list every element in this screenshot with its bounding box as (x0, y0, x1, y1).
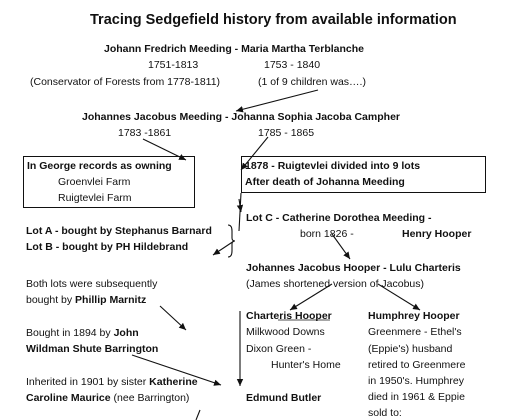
charteris-line3: Dixon Green - (246, 343, 312, 355)
marnitz-line2: bought by Phillip Marnitz (26, 294, 147, 306)
gen1-note-left: (Conservator of Forests from 1778-1811) (30, 76, 221, 88)
humphrey-line4: retired to Greenmere (368, 359, 466, 371)
gen1-dates-left: 1751-1813 (148, 59, 199, 71)
humphrey-line3: (Eppie's) husband (368, 343, 453, 355)
lot-a: Lot A - bought by Stephanus Barnard (26, 225, 212, 237)
gen1-couple: Johann Fredrich Meeding - Maria Martha Terblanche (104, 43, 365, 55)
barrington-line2: Wildman Shute Barrington (26, 343, 159, 355)
gen1-dates-right: 1753 - 1840 (264, 59, 321, 71)
humphrey-line7: sold to: (368, 407, 402, 419)
lot-c-born: born 1826 - (300, 228, 354, 240)
hooper-couple-note: (James shortened version of Jacobus) (246, 278, 425, 290)
gen1-note-right: (1 of 9 children was….) (258, 76, 366, 88)
page-title: Tracing Sedgefield history from available information (90, 12, 457, 28)
humphrey-line2: Greenmere - Ethel's (368, 326, 462, 338)
barrington-name-part1: John (113, 327, 139, 339)
george-box-line2: Groenvlei Farm (58, 176, 131, 188)
maurice-name-part1: Katherine (149, 376, 198, 388)
arrow-to-barrington (160, 306, 186, 330)
hooper-couple: Johannes Jacobus Hooper - Lulu Charteris (246, 262, 461, 274)
gen2-dates-left: 1783 -1861 (118, 127, 172, 139)
humphrey-line6: died in 1961 & Eppie (368, 391, 465, 403)
division-box-line2: After death of Johanna Meeding (245, 176, 405, 188)
marnitz-line1: Both lots were subsequently (26, 278, 158, 290)
arrow-brace-to-marnitz (213, 241, 234, 255)
maurice-line1: Inherited in 1901 by sister Katherine (26, 376, 198, 388)
charteris-name: Charteris Hooper (246, 310, 332, 322)
humphrey-line5: in 1950's. Humphrey (368, 375, 464, 387)
george-box-line3: Ruigtevlei Farm (58, 192, 132, 204)
humphrey-name: Humphrey Hooper (368, 310, 460, 322)
lot-b: Lot B - bought by PH Hildebrand (26, 241, 189, 253)
gen2-dates-right: 1785 - 1865 (258, 127, 315, 139)
lot-c: Lot C - Catherine Dorothea Meeding - (246, 212, 432, 224)
charteris-line2: Milkwood Downs (246, 326, 325, 338)
arrow-gen1-to-gen2 (236, 90, 318, 111)
edmund-name: Edmund Butler (246, 392, 322, 404)
charteris-line4: Hunter's Home (271, 359, 341, 371)
maurice-line2: Caroline Maurice (nee Barrington) (26, 392, 190, 404)
maurice-name-part2: Caroline Maurice (26, 392, 111, 404)
gen2-couple: Johannes Jacobus Meeding - Johanna Sophia Jacoba Campher (82, 111, 400, 123)
marnitz-name: Phillip Marnitz (75, 294, 147, 306)
george-box-line1: In George records as owning (27, 160, 172, 172)
line-below-maurice (196, 410, 200, 420)
lot-c-spouse: Henry Hooper (402, 228, 472, 240)
division-box-line1: 1878 - Ruigtevlei divided into 9 lots (245, 160, 421, 172)
barrington-line1: Bought in 1894 by John (26, 327, 139, 339)
division-box (241, 156, 486, 193)
george-records-box (23, 156, 195, 208)
